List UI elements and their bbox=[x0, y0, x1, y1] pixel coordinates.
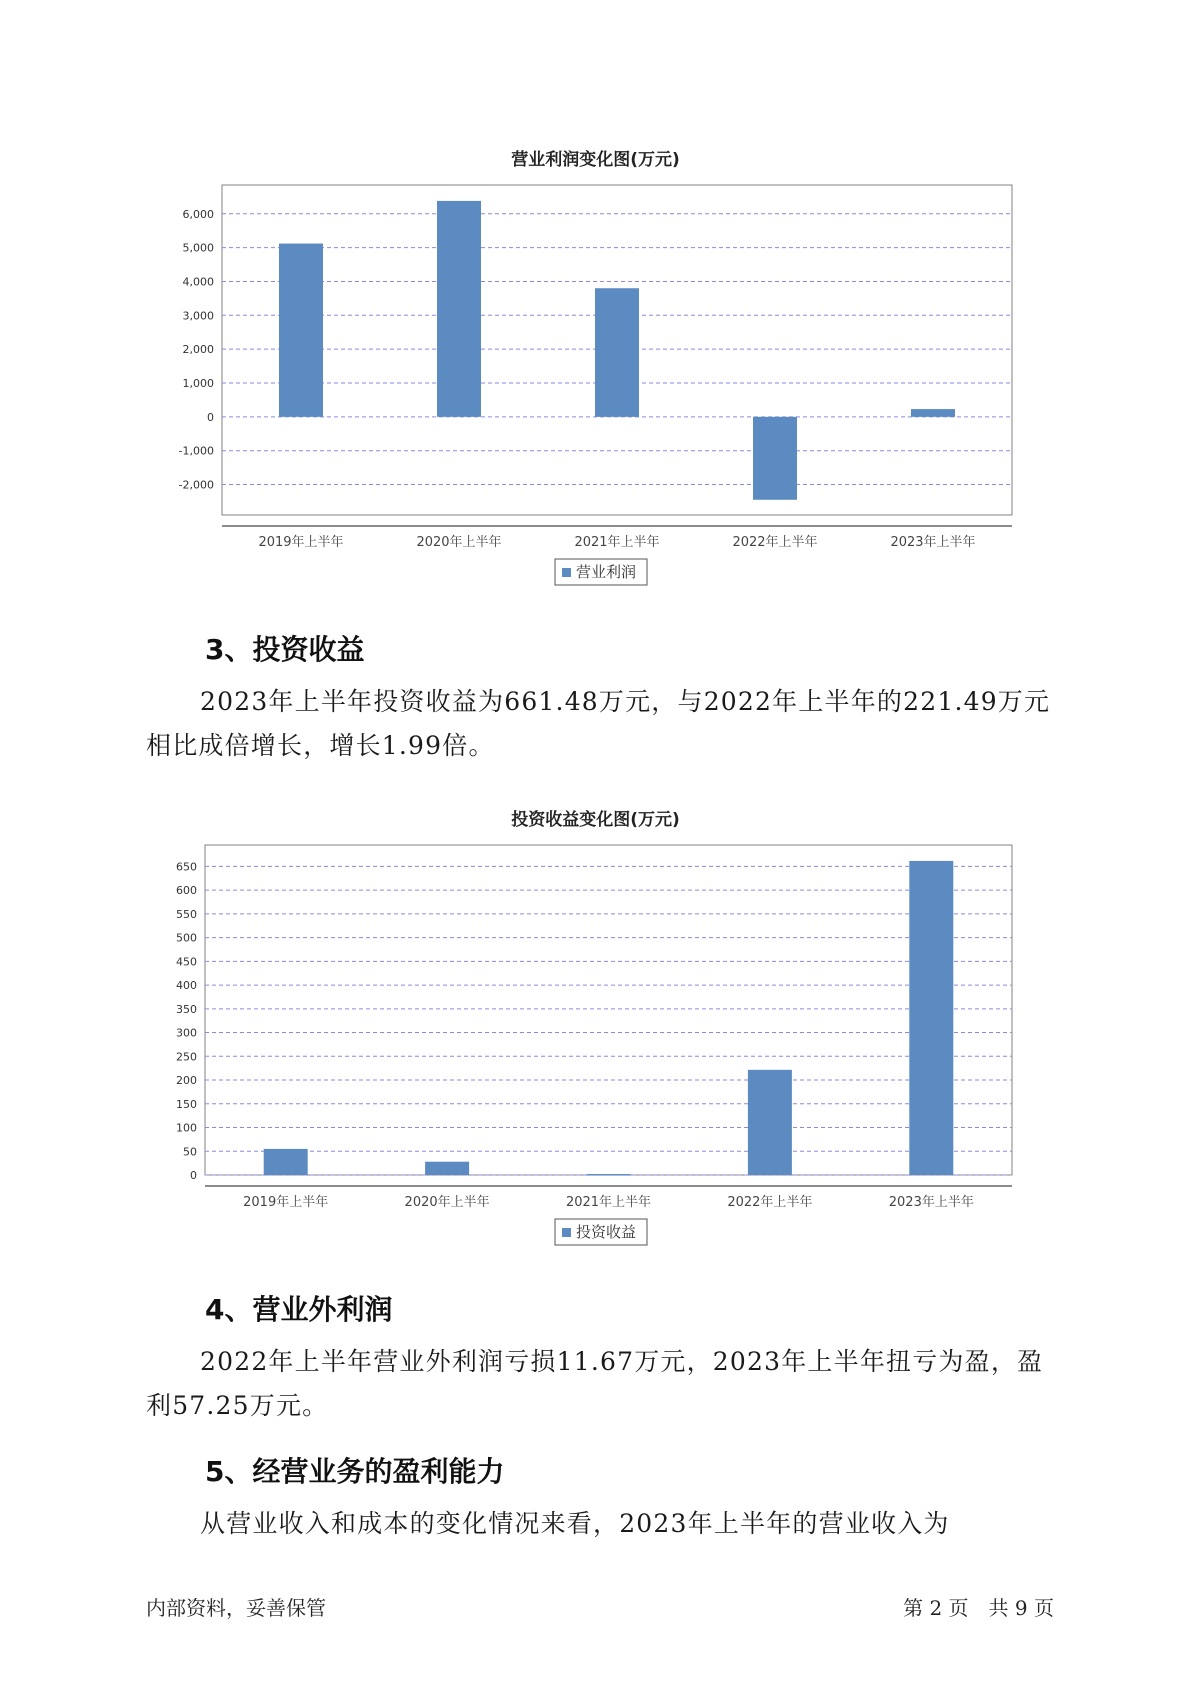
heading-business-profitability: 5、经营业务的盈利能力 bbox=[205, 1455, 505, 1488]
y-tick-label: 350 bbox=[176, 1002, 197, 1016]
bar-2 bbox=[437, 201, 481, 417]
heading-non-operating-profit: 4、营业外利润 bbox=[205, 1293, 393, 1326]
x-tick-label: 2020年上半年 bbox=[404, 1195, 490, 1210]
bar-3 bbox=[595, 288, 639, 417]
y-tick-label: 450 bbox=[176, 955, 197, 969]
y-tick-label: 0 bbox=[190, 1169, 197, 1182]
bar-4 bbox=[748, 1070, 792, 1175]
y-tick-label: -1,000 bbox=[178, 444, 214, 458]
bar-1 bbox=[279, 244, 323, 417]
x-tick-label: 2019年上半年 bbox=[243, 1195, 329, 1210]
y-tick-label: 300 bbox=[176, 1026, 197, 1040]
x-tick-label: 2019年上半年 bbox=[258, 535, 344, 550]
legend-label: 营业利润 bbox=[576, 563, 637, 581]
y-tick-label: 200 bbox=[176, 1074, 197, 1088]
bar-1 bbox=[264, 1149, 308, 1175]
y-tick-label: 3,000 bbox=[182, 309, 214, 323]
y-tick-label: 250 bbox=[176, 1050, 197, 1064]
y-tick-label: 650 bbox=[176, 860, 197, 874]
y-tick-label: 500 bbox=[176, 931, 197, 945]
bar-5 bbox=[911, 409, 955, 417]
x-tick-label: 2021年上半年 bbox=[574, 535, 660, 550]
x-tick-label: 2022年上半年 bbox=[727, 1195, 813, 1210]
footer-confidential-note: 内部资料，妥善保管 bbox=[146, 1596, 326, 1620]
paragraph-non-operating-profit: 2022年上半年营业外利润亏损11.67万元，2023年上半年扭亏为盈，盈利57.25万元。 bbox=[146, 1347, 1044, 1420]
x-tick-label: 2020年上半年 bbox=[416, 535, 502, 550]
x-tick-label: 2023年上半年 bbox=[890, 535, 976, 550]
y-tick-label: 0 bbox=[207, 410, 214, 424]
paragraph-business-profitability: 从营业收入和成本的变化情况来看，2023年上半年的营业收入为 bbox=[200, 1509, 950, 1538]
y-tick-label: 6,000 bbox=[182, 207, 214, 221]
x-tick-label: 2021年上半年 bbox=[565, 1195, 652, 1210]
chart-title-operating-profit: 营业利润变化图(万元) bbox=[511, 150, 680, 170]
bar-2 bbox=[425, 1162, 469, 1175]
paragraph-investment-income: 2023年上半年投资收益为661.48万元，与2022年上半年的221.49万元相比成倍增长，增长1.99倍。 bbox=[146, 687, 1051, 760]
investment-income-chart bbox=[0, 830, 1191, 1250]
y-tick-label: 2,000 bbox=[182, 343, 214, 357]
legend-swatch bbox=[562, 568, 571, 577]
y-tick-label: 150 bbox=[176, 1097, 197, 1111]
legend-swatch bbox=[562, 1228, 571, 1237]
x-tick-label: 2023年上半年 bbox=[888, 1195, 974, 1210]
legend-label: 投资收益 bbox=[576, 1223, 637, 1241]
heading-investment-income: 3、投资收益 bbox=[205, 633, 365, 666]
y-tick-label: 1,000 bbox=[182, 377, 214, 390]
bar-5 bbox=[909, 861, 953, 1175]
bar-3 bbox=[587, 1174, 631, 1176]
footer-page-number: 第 2 页 共 9 页 bbox=[903, 1596, 1054, 1620]
y-tick-label: 4,000 bbox=[182, 275, 214, 289]
y-tick-label: -2,000 bbox=[178, 478, 214, 492]
y-tick-label: 100 bbox=[176, 1121, 197, 1135]
operating-profit-chart bbox=[0, 170, 1191, 590]
y-tick-label: 50 bbox=[183, 1145, 197, 1159]
y-tick-label: 400 bbox=[176, 979, 197, 993]
x-tick-label: 2022年上半年 bbox=[732, 535, 818, 550]
bar-4 bbox=[753, 417, 797, 500]
chart-title-investment-income: 投资收益变化图(万元) bbox=[511, 810, 680, 830]
y-tick-label: 550 bbox=[176, 907, 197, 921]
y-tick-label: 5,000 bbox=[182, 241, 214, 255]
y-tick-label: 600 bbox=[176, 884, 197, 898]
plot-area bbox=[205, 845, 1012, 1175]
